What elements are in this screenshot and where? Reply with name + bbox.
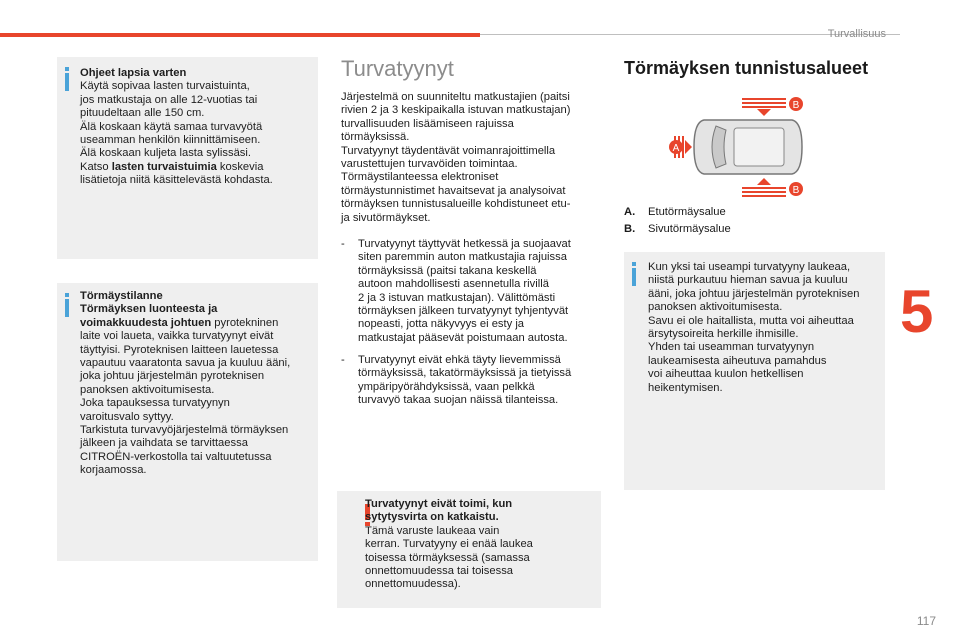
airbags-heading: Turvatyynyt	[341, 56, 454, 81]
detection-zones-heading: Törmäyksen tunnistusalueet	[624, 58, 869, 78]
car-diagram	[664, 92, 814, 202]
section-title: Turvallisuus	[827, 28, 886, 40]
info-icon	[65, 67, 69, 91]
label-a: A	[672, 143, 680, 154]
box2-body: Törmäyksen luonteesta ja voimakkuudesta johtuen pyrotekninen laite voi laueta, vaikka turvatyynyt eivät täyttyisi. Pyroteknisen laitteen lauetessa vapautuu vaaratonta savua ja kuuluu ääni, joka johtuu järjestelmän pyroteknisen panoksen aktivoitumisesta. Joka tapauksessa turvatyynyn varoitusvalo syttyy. Tarkistuta turvavyöjärjestelmä törmäyksen jälkeen ja vaihdata se tarvittaessa CITROËN-verkostolla tai valtuutetussa korjaamossa.	[80, 303, 291, 477]
airbags-bullet-2: Turvatyynyt eivät ehkä täyty lievemmissä törmäyksissä, takatörmäyksissä ja tietyissä ympäripyörähdyksissä, vaan pelkkä turvavyö takaa suojan näissä tilanteissa.	[358, 354, 572, 407]
warning-title: Turvatyynyt eivät toimi, kun sytytysvirta on katkaistu.	[365, 498, 513, 524]
info-icon	[65, 293, 69, 317]
bullet-mark: -	[341, 238, 345, 250]
chapter-number: 5	[900, 278, 934, 345]
car-windshield	[712, 126, 726, 168]
box2-title: Törmäystilanne	[80, 290, 163, 302]
label-b-top: B	[792, 100, 800, 111]
page-number: 117	[916, 614, 936, 628]
impact-arrows-bottom	[742, 178, 786, 197]
car-roof	[734, 128, 784, 166]
impact-arrows-top	[742, 98, 786, 116]
warning-box	[337, 491, 601, 608]
box1-title: Ohjeet lapsia varten	[80, 67, 187, 79]
warning-body: Tämä varuste laukeaa vain kerran. Turvatyyny ei enää laukea toisessa törmäyksessä (samassa onnettomuudessa tai toisessa onnettomuudessa).	[365, 524, 533, 591]
header-accent-bar	[0, 33, 480, 37]
airbags-intro: Järjestelmä on suunniteltu matkustajien (paitsi rivien 2 ja 3 keskipaikalla istuvan matkustajan) turvallisuuden lisäämiseen rajuissa törmäyksissä. Turvatyynyt täydentävät voimanrajoittimella varustettujen turvavöiden toimintaa. Törmäystilanteessa elektroniset törmäystunnistimet havaitsevat ja analysoivat törmäyksen tunnistusalueille kohdistuneet etu- ja sivutörmäykset.	[341, 91, 571, 224]
bullet-mark: -	[341, 354, 345, 366]
collision-situation-box	[57, 283, 318, 561]
info-icon	[632, 262, 636, 286]
smoke-info-text: Kun yksi tai useampi turvatyyny laukeaa, niistä purkautuu hieman savua ja kuuluu ääni, joka johtuu järjestelmän pyroteknisen panoksen aktivoitumisesta. Savu ei ole haitallista, mutta voi aiheuttaa ärsytysoireita herkille ihmisille. Yhden tai useamman turvatyynyn laukeamisesta aiheutuva pamahdus voi aiheuttaa kuulon hetkellisen heikentymisen.	[648, 261, 860, 394]
legend-item-a: A. Etutörmäysalue	[624, 206, 726, 218]
label-b-bottom: B	[792, 185, 800, 196]
smoke-info-box	[624, 252, 885, 490]
airbags-bullet-1: Turvatyynyt täyttyvät hetkessä ja suojaavat siten paremmin auton matkustajia rajuissa törmäyksissä (paitsi takana keskellä autoon mahdollisesti asennetulla rivillä 2 ja 3 istuvan matkustajan). Välittömästi törmäyksen jälkeen turvatyynyt tyhjentyvät nopeasti, jotta näkyvyys ei esty ja matkustajat pääsevät poistumaan autosta.	[358, 238, 571, 344]
legend-item-b: B. Sivutörmäysalue	[624, 223, 731, 235]
box1-body: Käytä sopivaa lasten turvaistuinta, jos matkustaja on alle 12-vuotias tai pituudeltaan alle 150 cm. Älä koskaan käytä samaa turvavyötä useamman henkilön kiinnittämiseen. Älä koskaan kuljeta lasta sylissäsi. Katso lasten turvaistuimia koskevia lisätietoja niitä käsittelevästä kohdasta.	[80, 80, 273, 187]
child-guidelines-box	[57, 57, 318, 259]
